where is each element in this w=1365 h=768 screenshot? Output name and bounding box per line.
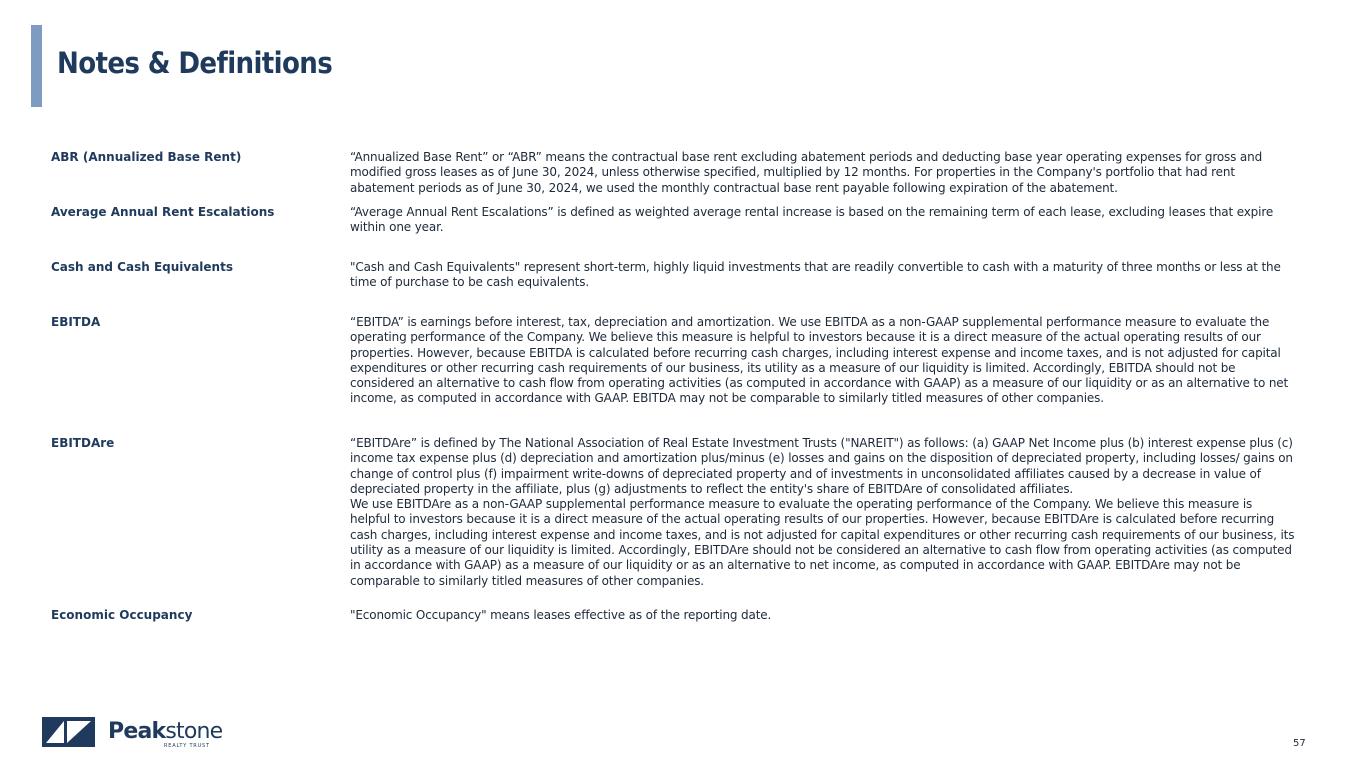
definition-term: ABR (Annualized Base Rent) — [51, 150, 242, 164]
definition-term: Average Annual Rent Escalations — [51, 205, 275, 219]
definition-text — [350, 260, 1295, 291]
definition-paragraph: “EBITDAre” is defined by The National Association of Real Estate Investment Trusts ("NAREIT") as follows: (a) GAAP Net Income plus (b) interest expense plus (c) income tax expense plus (d) depreciation and amortization plus/minus (e) losses and gains on the disposition of depreciated property, including losses/ gains on change of control plus (f) impairment write-downs of depreciated property and of investments in unconsolidated affiliates caused by a decrease in value of depreciated property in the affiliate, plus (g) adjustments to reflect the entity's share of EBITDAre of consolidated affiliates. — [350, 436, 1293, 496]
logo-wordmark-light: stone — [165, 719, 223, 744]
definition-paragraph: "Economic Occupancy" means leases effective as of the reporting date. — [350, 608, 772, 622]
definition-term: Economic Occupancy — [51, 608, 193, 622]
peakstone-logo — [42, 715, 227, 751]
definition-text — [350, 150, 1295, 196]
logo-wordmark — [108, 719, 222, 744]
logo-subtitle: REALTY TRUST — [164, 743, 210, 749]
definition-text — [350, 436, 1295, 589]
definition-paragraph: “EBITDA” is earnings before interest, tax, depreciation and amortization. We use EBITDA as a non-GAAP supplemental performance measure to evaluate the operating performance of the Company. We believe this measure is helpful to investors because it is a direct measure of the actual operating results of our properties. However, because EBITDA is calculated before recurring cash charges, including interest expense and income taxes, and is not adjusted for capital expenditures or other recurring cash requirements of our business, its utility as a measure of our liquidity is limited. Accordingly, EBITDA should not be considered an alternative to cash flow from operating activities (as computed in accordance with GAAP) as a measure of our liquidity or as an alternative to net income, as computed in accordance with GAAP. EBITDA may not be comparable to similarly titled measures of other companies. — [350, 315, 1289, 406]
definition-paragraph: We use EBITDAre as a non-GAAP supplemental performance measure to evaluate the operating performance of the Company. We believe this measure is helpful to investors because it is a direct measure of the actual operating results of our properties. However, because EBITDAre is calculated before recurring cash charges, including interest expense and income taxes, and is not adjusted for capital expenditures or other recurring cash requirements of our business, its utility as a measure of our liquidity is limited. Accordingly, EBITDAre should not be considered an alternative to cash flow from operating activities (as computed in accordance with GAAP) as a measure of our liquidity or as an alternative to net income, as computed in accordance with GAAP. EBITDAre may not be comparable to similarly titled measures of other companies. — [350, 497, 1295, 588]
definition-term: EBITDAre — [51, 436, 115, 450]
logo-wordmark-bold: Peak — [108, 719, 166, 744]
title-accent-bar — [31, 25, 42, 107]
definition-paragraph: "Cash and Cash Equivalents" represent short-term, highly liquid investments that are readily convertible to cash with a maturity of three months or less at the time of purchase to be cash equivalents. — [350, 260, 1281, 290]
definition-paragraph: “Average Annual Rent Escalations” is defined as weighted average rental increase is based on the remaining term of each lease, excluding leases that expire within one year. — [350, 205, 1274, 235]
page-title: Notes & Definitions — [57, 46, 333, 80]
page-number: 57 — [1293, 738, 1306, 749]
peakstone-logo-mark-icon — [42, 717, 95, 747]
definition-paragraph: “Annualized Base Rent” or “ABR” means the contractual base rent excluding abatement periods and deducting base year operating expenses for gross and modified gross leases as of June 30, 2024, unless otherwise specified, multiplied by 12 months. For properties in the Company's portfolio that had rent abatement periods as of June 30, 2024, we used the monthly contractual base rent payable following expiration of the abatement. — [350, 150, 1263, 195]
definition-term: EBITDA — [51, 315, 101, 329]
definition-text — [350, 315, 1295, 407]
definition-text — [350, 205, 1295, 236]
definition-text — [350, 608, 1295, 623]
definition-term: Cash and Cash Equivalents — [51, 260, 233, 274]
